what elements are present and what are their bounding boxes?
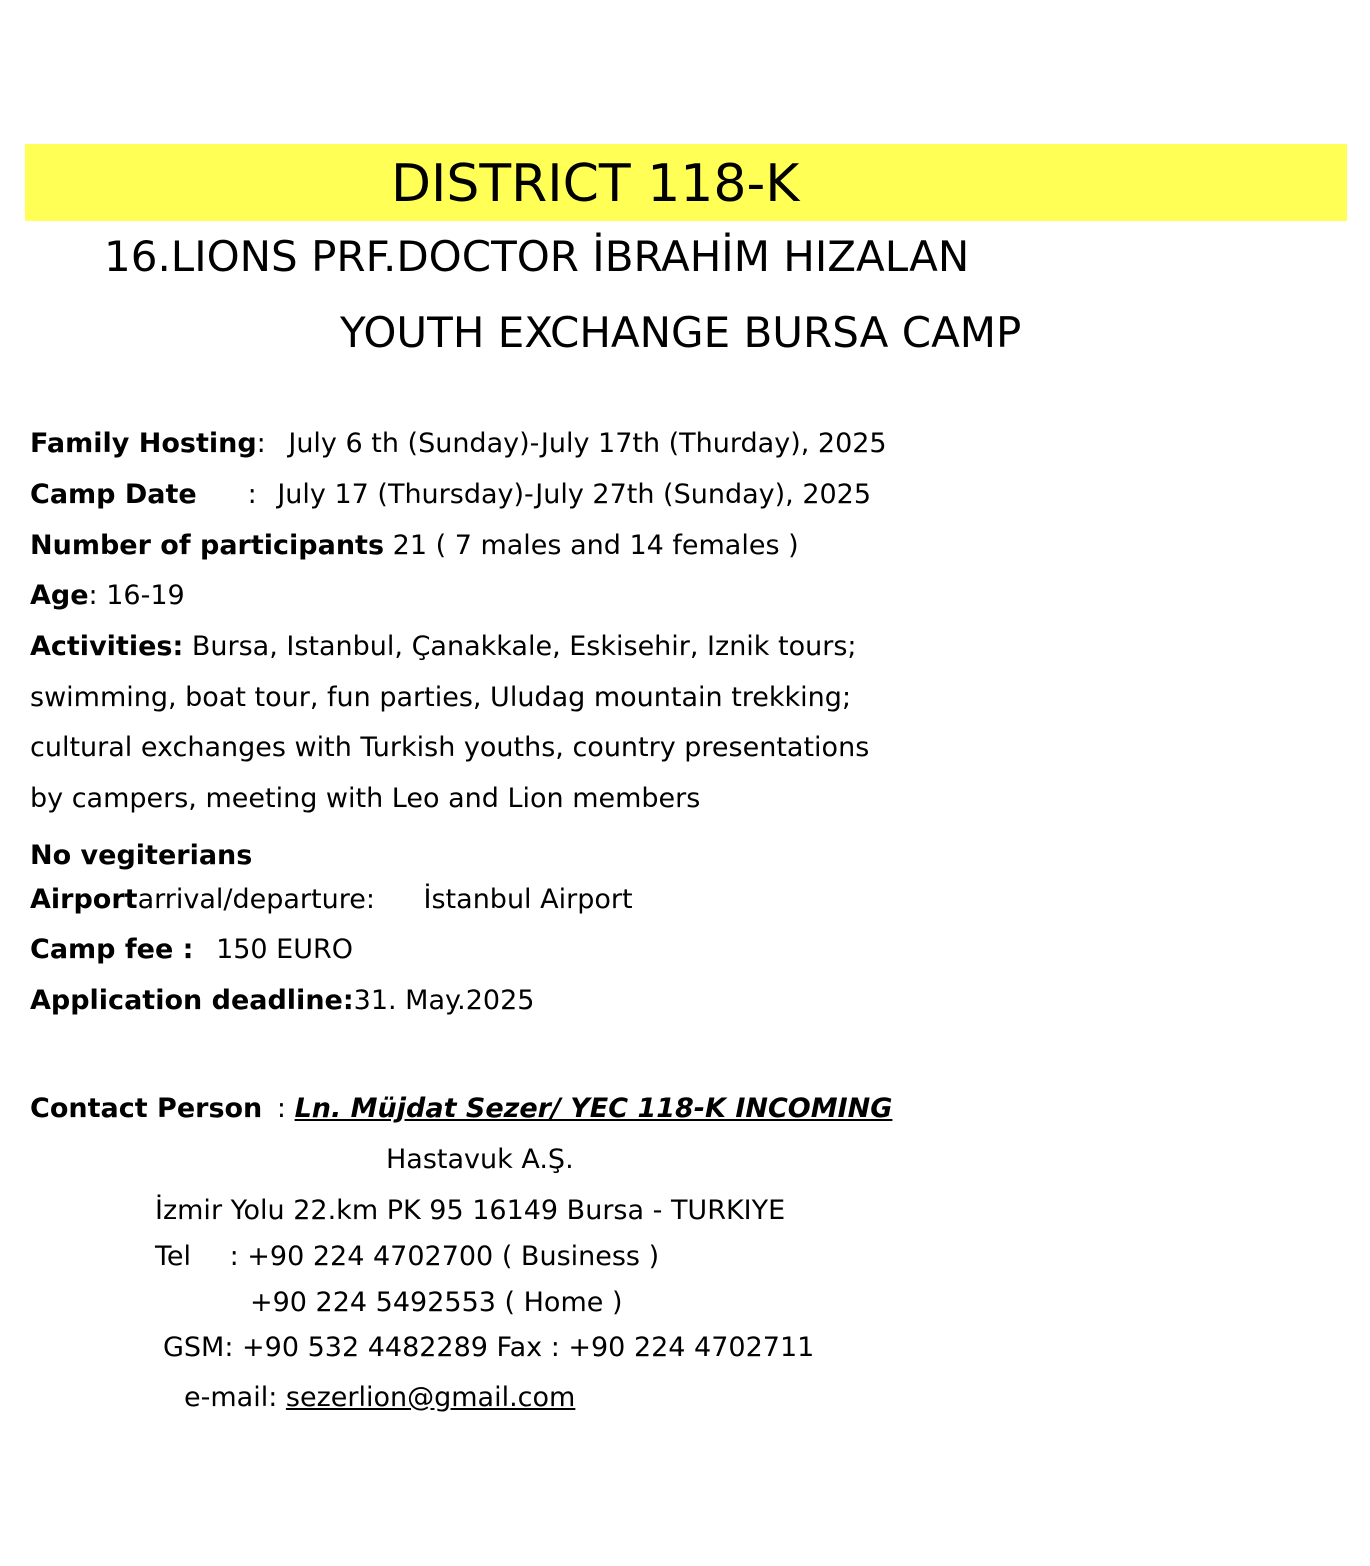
no-vegetarians-text: No vegiterians	[30, 840, 253, 871]
family-hosting-sep: :	[256, 428, 266, 459]
contact-company: Hastavuk A.Ş.	[386, 1144, 574, 1175]
camp-date-value: July 17 (Thursday)-July 27th (Sunday), 2025	[277, 479, 872, 510]
camp-date-label: Camp Date	[30, 479, 197, 510]
contact-name: Ln. Müjdat Sezer/ YEC 118-K INCOMING	[294, 1093, 893, 1124]
family-hosting-label: Family Hosting	[30, 428, 257, 459]
camp-date-sep: :	[247, 479, 257, 510]
gsm-fax: GSM: +90 532 4482289 Fax : +90 224 4702711	[163, 1332, 815, 1363]
family-hosting-value: July 6 th (Sunday)-July 17th (Thurday), 2025	[288, 428, 887, 459]
activities-label: Activities:	[30, 631, 184, 662]
email-row	[184, 1381, 575, 1415]
tel-business-row	[155, 1240, 659, 1274]
tel-business: : +90 224 4702700 ( Business )	[229, 1241, 660, 1272]
participants-label: Number of participants	[30, 530, 385, 561]
camp-fee-row	[30, 933, 353, 967]
activities-line-4: by campers, meeting with Leo and Lion members	[30, 783, 701, 814]
title-banner	[25, 144, 1347, 221]
family-hosting-row	[30, 427, 887, 461]
activities-row	[30, 630, 857, 664]
camp-title-line-1: 16.LIONS PRF.DOCTOR İBRAHİM HIZALAN	[104, 232, 970, 281]
camp-fee-label: Camp fee :	[30, 934, 194, 965]
participants-value: 21 ( 7 males and 14 females )	[392, 530, 799, 561]
participants-row	[30, 529, 799, 563]
contact-sep: :	[276, 1093, 286, 1124]
tel-home: +90 224 5492553 ( Home )	[250, 1287, 623, 1318]
activities-line-2: swimming, boat tour, fun parties, Uludag mountain trekking;	[30, 682, 852, 713]
activities-line-3: cultural exchanges with Turkish youths, country presentations	[30, 732, 870, 763]
camp-fee-value: 150 EURO	[216, 934, 354, 965]
airport-row	[30, 883, 633, 917]
contact-row	[30, 1092, 892, 1126]
district-title: DISTRICT 118-K	[391, 154, 800, 214]
camp-title-line-2: YOUTH EXCHANGE BURSA CAMP	[340, 308, 1022, 357]
airport-label: Airport	[30, 884, 138, 915]
no-vegetarians-note	[30, 839, 252, 873]
deadline-label: Application deadline:	[30, 985, 354, 1016]
contact-label: Contact Person	[30, 1093, 263, 1124]
email-label: e-mail:	[184, 1382, 278, 1413]
deadline-row	[30, 984, 534, 1018]
age-sep: :	[88, 580, 98, 611]
activities-line-1: Bursa, Istanbul, Çanakkale, Eskisehir, Iznik tours;	[191, 631, 857, 662]
contact-address: İzmir Yolu 22.km PK 95 16149 Bursa - TURKIYE	[155, 1195, 786, 1226]
age-row	[30, 579, 185, 613]
email-link[interactable]: sezerlion@gmail.com	[285, 1382, 576, 1413]
age-label: Age	[30, 580, 89, 611]
tel-label: Tel	[155, 1241, 192, 1272]
deadline-value: 31. May.2025	[353, 985, 535, 1016]
airport-middle: arrival/departure:	[137, 884, 375, 915]
airport-value: İstanbul Airport	[423, 884, 633, 915]
camp-date-row	[30, 478, 871, 512]
age-value: 16-19	[106, 580, 185, 611]
